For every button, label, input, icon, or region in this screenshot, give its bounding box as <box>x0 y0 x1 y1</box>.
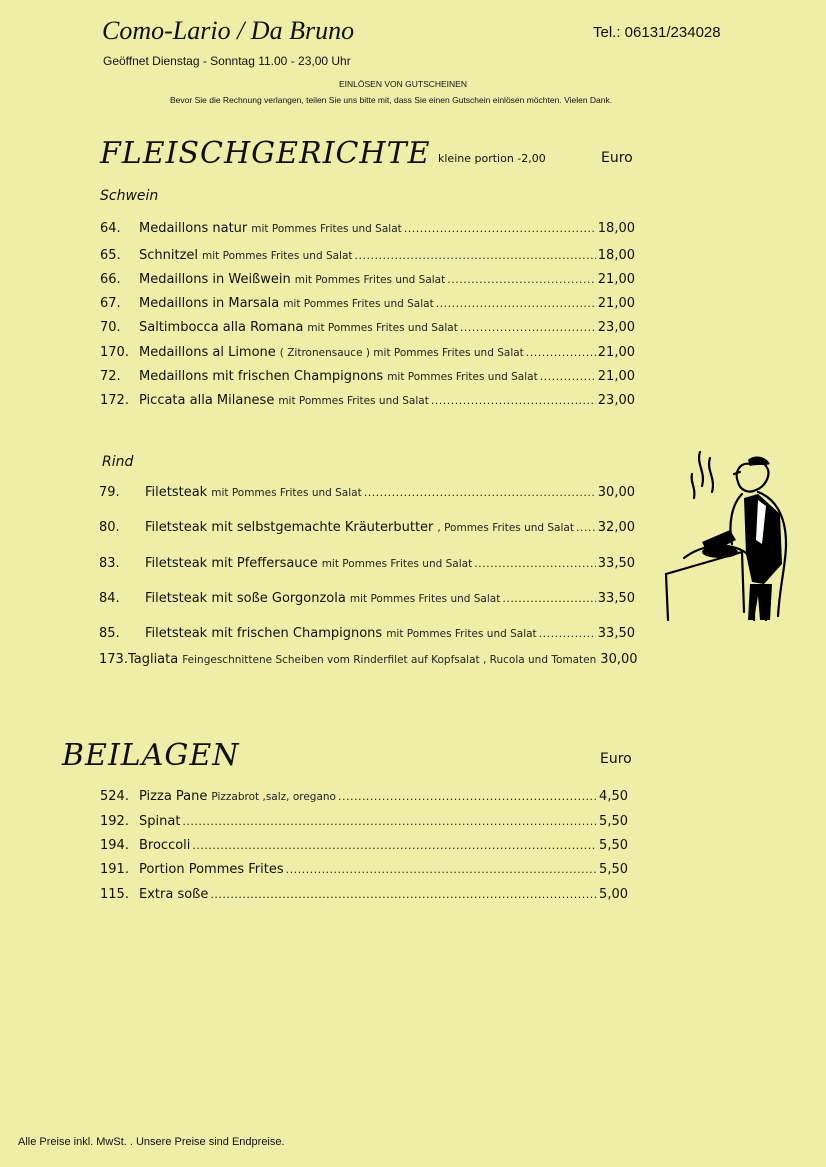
menu-item-row <box>99 556 635 571</box>
menu-item-price: 21,00 <box>597 272 635 287</box>
menu-item-number: 79. <box>99 485 120 500</box>
menu-item-price: 21,00 <box>597 296 635 311</box>
menu-item-description: mit Pommes Frites und Salat <box>211 487 362 499</box>
menu-item-name: Piccata alla Milanese <box>139 393 275 408</box>
menu-item-name: Medaillons in Weißwein <box>139 272 291 287</box>
menu-item-name: Filetsteak mit selbstgemachte Kräuterbutter <box>145 520 434 535</box>
menu-item-row <box>100 862 628 877</box>
menu-item-description: Feingeschnittene Scheiben vom Rinderfilet auf Kopfsalat , Rucola und Tomaten <box>182 654 597 666</box>
menu-item-name: Spinat <box>139 814 181 829</box>
dot-leader <box>540 370 596 383</box>
menu-item-number: 65. <box>100 248 121 263</box>
footer-note: Alle Preise inkl. MwSt. . Unsere Preise sind Endpreise. <box>18 1136 285 1148</box>
menu-item-row <box>100 393 635 408</box>
menu-item-price: 18,00 <box>597 248 635 263</box>
menu-item-name: Medaillons in Marsala <box>139 296 280 311</box>
menu-item-row <box>100 814 628 829</box>
dot-leader <box>474 557 596 570</box>
menu-item-price: 5,50 <box>599 862 628 877</box>
menu-item-price: 33,50 <box>597 591 635 606</box>
dot-leader <box>210 888 597 901</box>
menu-item-name: Filetsteak mit frischen Champignons <box>145 626 383 641</box>
menu-item-price: 21,00 <box>597 369 635 384</box>
menu-item-row <box>100 838 628 853</box>
dot-leader <box>355 249 596 262</box>
dot-leader <box>447 273 596 286</box>
menu-item-row <box>100 248 635 263</box>
menu-item-description: mit Pommes Frites und Salat <box>321 558 473 570</box>
menu-item-price: 5,00 <box>599 887 628 902</box>
menu-item-description: mit Pommes Frites und Salat <box>307 322 458 334</box>
menu-item-row <box>100 789 628 804</box>
menu-item-number: 67. <box>100 296 121 311</box>
voucher-title: EINLÖSEN VON GUTSCHEINEN <box>339 79 467 89</box>
subsection-rind: Rind <box>102 454 134 470</box>
menu-item-price: 32,00 <box>597 520 635 535</box>
menu-item-price: 18,00 <box>597 221 635 236</box>
menu-item-name: Filetsteak mit Pfeffersauce <box>145 556 318 571</box>
menu-item-description: mit Pommes Frites und Salat <box>387 371 538 383</box>
menu-item-number: 172. <box>100 393 129 408</box>
menu-item-name: Medaillons natur <box>139 221 248 236</box>
waiter-serving-dish-icon <box>662 444 792 624</box>
menu-item-row <box>100 369 635 384</box>
menu-item-number: 66. <box>100 272 121 287</box>
menu-item-name: Filetsteak mit soße Gorgonzola <box>145 591 346 606</box>
currency-label-fleisch: Euro <box>601 150 633 166</box>
menu-item-price: 21,00 <box>597 345 635 360</box>
menu-item-number: 524. <box>100 789 129 804</box>
menu-item-number: 115. <box>100 887 129 902</box>
restaurant-name: Como-Lario / Da Bruno <box>102 16 355 45</box>
menu-item-row <box>99 591 635 606</box>
menu-item-number: 80. <box>99 520 120 535</box>
menu-item-name: Pizza Pane <box>139 789 208 804</box>
menu-item-price: 23,00 <box>597 320 635 335</box>
menu-item-price: 33,50 <box>597 556 635 571</box>
menu-item-price: 30,00 <box>600 652 638 667</box>
menu-item-row <box>100 887 628 902</box>
dot-leader <box>460 321 596 334</box>
menu-item-description: mit Pommes Frites und Salat <box>202 250 353 262</box>
menu-item-row <box>99 520 635 535</box>
dot-leader <box>431 394 596 407</box>
menu-item-description: mit Pommes Frites und Salat <box>294 274 446 286</box>
menu-item-row <box>100 345 635 360</box>
dot-leader <box>182 815 597 828</box>
dot-leader <box>502 592 595 605</box>
currency-label-beilagen: Euro <box>600 751 632 767</box>
menu-item-description: Pizzabrot ,salz, oregano <box>211 791 336 803</box>
menu-item-row <box>99 652 638 667</box>
menu-item-price: 30,00 <box>597 485 635 500</box>
menu-item-number: 70. <box>100 320 121 335</box>
menu-item-description: mit Pommes Frites und Salat <box>283 298 434 310</box>
menu-item-price: 5,50 <box>599 814 628 829</box>
menu-item-name: Schnitzel <box>139 248 199 263</box>
dot-leader <box>576 521 596 534</box>
menu-item-number: 192. <box>100 814 129 829</box>
dot-leader <box>364 486 596 499</box>
menu-item-number: 194. <box>100 838 129 853</box>
dot-leader <box>192 839 597 852</box>
menu-item-description: mit Pommes Frites und Salat <box>349 593 501 605</box>
menu-item-description: mit Pommes Frites und Salat <box>278 395 429 407</box>
menu-item-name: Filetsteak <box>145 485 208 500</box>
menu-item-name: Portion Pommes Frites <box>139 862 284 877</box>
menu-item-name: Medaillons al Limone <box>139 345 276 360</box>
dot-leader <box>404 222 596 235</box>
menu-item-number: 64. <box>100 221 121 236</box>
menu-item-row <box>99 626 635 641</box>
dot-leader <box>539 627 596 640</box>
menu-item-number: 173. <box>99 652 128 667</box>
menu-item-row <box>100 296 635 311</box>
dot-leader <box>338 790 597 803</box>
menu-item-number: 72. <box>100 369 121 384</box>
menu-item-price: 23,00 <box>597 393 635 408</box>
section-title-fleischgerichte: FLEISCHGERICHTE <box>100 136 431 171</box>
section-title-beilagen: BEILAGEN <box>62 738 240 773</box>
menu-item-name: Tagliata <box>127 652 179 667</box>
menu-item-number: 83. <box>99 556 120 571</box>
menu-item-row <box>100 272 635 287</box>
menu-item-price: 5,50 <box>599 838 628 853</box>
menu-item-price: 33,50 <box>597 626 635 641</box>
menu-item-number: 84. <box>99 591 120 606</box>
menu-item-row <box>100 320 635 335</box>
small-portion-note: kleine portion -2,00 <box>438 152 546 165</box>
menu-item-description: , Pommes Frites und Salat <box>437 522 574 534</box>
menu-item-name: Saltimbocca alla Romana <box>139 320 304 335</box>
menu-item-name: Extra soße <box>139 887 209 902</box>
menu-item-name: Broccoli <box>139 838 191 853</box>
menu-item-price: 4,50 <box>599 789 628 804</box>
opening-hours: Geöffnet Dienstag - Sonntag 11.00 - 23,00 Uhr <box>103 54 351 68</box>
dot-leader <box>436 297 596 310</box>
phone-number: Tel.: 06131/234028 <box>593 24 721 41</box>
menu-item-description: mit Pommes Frites und Salat <box>386 628 537 640</box>
voucher-text: Bevor Sie die Rechnung verlangen, teilen Sie uns bitte mit, dass Sie einen Gutschein einlösen möchten. Vielen Dank. <box>170 95 613 105</box>
menu-item-row <box>100 221 635 236</box>
menu-item-number: 85. <box>99 626 120 641</box>
menu-item-row <box>99 485 635 500</box>
menu-item-description: ( Zitronensauce ) mit Pommes Frites und Salat <box>279 347 524 359</box>
dot-leader <box>526 346 596 359</box>
dot-leader <box>286 863 597 876</box>
menu-item-description: mit Pommes Frites und Salat <box>251 223 402 235</box>
menu-item-number: 191. <box>100 862 129 877</box>
subsection-schwein: Schwein <box>100 188 159 204</box>
menu-item-number: 170. <box>100 345 129 360</box>
menu-item-name: Medaillons mit frischen Champignons <box>139 369 384 384</box>
